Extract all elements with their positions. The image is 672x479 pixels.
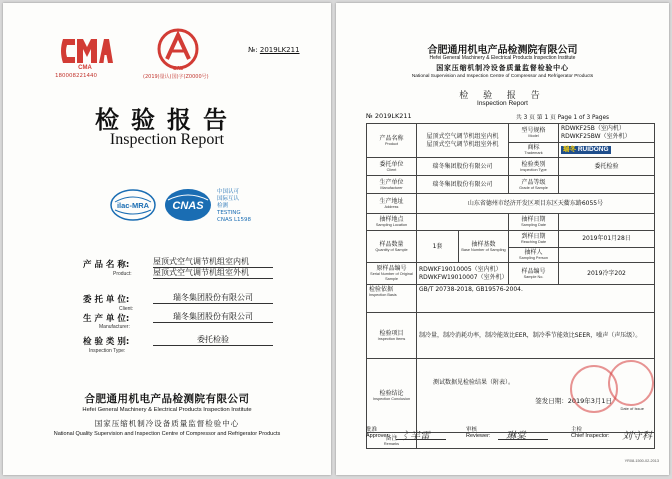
items-label-en: Inspection Items <box>377 336 406 341</box>
model-label: 型号规格 <box>521 127 546 134</box>
table-row <box>367 313 655 359</box>
manufacturer-value: 瑞冬集团股份有限公司 <box>153 311 273 323</box>
trademark-label-en: Trademark <box>524 151 543 155</box>
product-label-en: Product: <box>113 271 132 277</box>
product-line: 屋顶式空气调节机组室内机 <box>426 132 499 140</box>
sampler-value <box>559 248 655 263</box>
chief-signature: 刘守科 <box>622 431 652 442</box>
cnas-line: 国际互认 <box>217 196 240 202</box>
base-label-en: Base Number of Sampling <box>461 247 506 252</box>
trademark-label: 商标 <box>527 144 540 151</box>
report-number-label: №: <box>248 46 258 54</box>
serial-line: RDWKFW19010007（室外机） <box>419 273 508 281</box>
serial-value-cell <box>417 263 509 285</box>
basis-value: GB/T 20738-2018, GB19576-2004. <box>417 285 655 313</box>
sample-no-label-cell <box>509 263 559 285</box>
inspection-type-value: 委托检验 <box>153 334 273 346</box>
inspection-type-label-en: Inspection Type: <box>89 348 126 354</box>
cal-logo <box>153 27 203 71</box>
reach-value: 2019年01月28日 <box>559 231 655 248</box>
cnas-text <box>217 189 251 224</box>
product-label-cell <box>367 124 417 158</box>
cnas-line: 中国认可 <box>217 189 240 195</box>
conclusion-label: 检验结论 <box>379 389 404 397</box>
reviewer-zh: 审核 <box>466 427 478 433</box>
institute-name-en: Hefei General Machinery & Electrical Products Inspection Institute <box>429 55 576 61</box>
manufacturer-value: 瑞冬集团股份有限公司 <box>417 176 509 194</box>
items-label: 检验项目 <box>379 329 404 337</box>
conclusion-label-cell <box>367 359 417 433</box>
ilac-mark-text: ilac-MRA <box>116 201 150 210</box>
mfr-label-en: Manufacturer <box>380 185 403 190</box>
reviewer-signature: 琳棠 <box>506 431 526 442</box>
cnas-line: TESTING <box>217 210 241 216</box>
table-row <box>367 124 655 143</box>
issue-date-value: 2019年3月1日 <box>567 396 613 405</box>
report-number: № 2019LK211 <box>366 112 412 120</box>
inspection-seal <box>608 360 654 406</box>
report-number <box>248 46 300 54</box>
serial-label: 原样品编号 <box>376 265 407 272</box>
product-label: 产品名称 <box>379 134 404 142</box>
manufacturer-label: 生 产 单 位: <box>83 314 130 324</box>
trademark-label-cell <box>509 143 559 158</box>
cma-number: 180008221440 <box>55 73 97 79</box>
cover-page <box>3 3 331 475</box>
basis-label-cell <box>367 285 417 313</box>
chief-label: Chief Inspector: <box>571 433 610 439</box>
inspection-type-label: 检 验 类 别: <box>83 337 130 347</box>
institute-name-en: Hefei General Machinery & Electrical Products Inspection Institute <box>82 407 252 413</box>
model-line: RDWKF25B（室内机） <box>561 125 625 132</box>
cma-mark-text: CMA <box>78 65 92 71</box>
remarks-label-en: Remarks <box>383 441 400 446</box>
cal-mark-text: CAL <box>172 66 184 71</box>
sample-no-value: 2019冷字202 <box>559 263 655 285</box>
detail-page <box>336 3 669 475</box>
location-value <box>417 214 509 231</box>
serial-label-cell <box>367 263 417 285</box>
sample-no-label-en: Sample No. <box>523 274 544 279</box>
reach-label-cell <box>509 231 559 248</box>
approver-line <box>396 439 446 440</box>
cnas-line: 检测 <box>217 203 229 209</box>
grade-label-en: Grade of Sample <box>519 185 548 190</box>
mfr-label: 生产单位 <box>379 178 404 186</box>
grade-value <box>559 176 655 194</box>
grade-label: 产品等级 <box>521 178 546 186</box>
model-label-en: Model <box>528 134 539 138</box>
qty-label: 样品数量 <box>379 240 404 248</box>
client-label-en: Client: <box>119 306 134 312</box>
sampling-date-value <box>559 214 655 231</box>
qty-label-cell <box>367 231 417 263</box>
product-line: 屋顶式空气调节机组室外机 <box>426 140 499 148</box>
serial-label-en: Serial Number of Original Sample <box>370 272 413 281</box>
grade-label-cell <box>509 176 559 194</box>
insp-type-label: 检验类别 <box>521 160 546 168</box>
issue-date-en: Date of Issue <box>620 405 645 411</box>
manufacturer-label-cell <box>367 176 417 194</box>
client-label-cell <box>367 158 417 176</box>
client-value: 瑞冬集团股份有限公司 <box>417 158 509 176</box>
approver-signature: ⌇半雷 <box>400 431 430 442</box>
chief-zh: 主检 <box>571 427 583 433</box>
location-label-cell <box>367 214 417 231</box>
client-label: 委托单位 <box>379 160 404 168</box>
sampler-label: 抽样人 <box>524 249 543 256</box>
reach-label-en: Reaching Date <box>520 240 547 244</box>
items-label-cell <box>367 313 417 359</box>
issue-label: 签发日期： <box>535 396 568 405</box>
address-label-en: Address <box>384 204 399 209</box>
model-line: RDWKF25BW（室外机） <box>561 133 631 140</box>
trademark-value-cell <box>559 143 655 158</box>
table-row <box>367 214 655 231</box>
qty-value: 1套 <box>417 231 459 263</box>
sample-no-label: 样品编号 <box>521 267 546 275</box>
reviewer-line <box>498 439 548 440</box>
product-name-line-2: 屋顶式空气调节机组室外机 <box>153 267 273 279</box>
page-count: 共 3 页 第 1 页 Page 1 of 3 Pages <box>516 115 610 121</box>
items-value: 制冷量，制冷消耗功率，制冷能效比EER，制冷季节能效比SEER，噪声（声压级）。 <box>417 313 655 359</box>
base-label-cell <box>459 231 509 263</box>
table-row <box>367 194 655 214</box>
product-name-line-1: 屋顶式空气调节机组室内机 <box>153 256 273 268</box>
remarks-label: 备注 <box>385 434 398 442</box>
serial-line: RDWKF19010005（室内机） <box>419 265 502 273</box>
client-label-en: Client <box>386 167 397 172</box>
table-row <box>367 176 655 194</box>
address-value: 山东省德州市经济开发区项目东区天衢东路6055号 <box>417 194 655 214</box>
table-row <box>367 158 655 176</box>
insp-type-label-en: Inspection Type <box>520 167 547 172</box>
product-label-en: Product <box>384 141 399 146</box>
center-name: 国家压缩机制冷设备质量监督检验中心 <box>436 64 569 72</box>
report-title: 检 验 报 告 <box>459 91 546 101</box>
address-label: 生产地址 <box>379 197 404 205</box>
page-title-en: Inspection Report <box>109 131 225 148</box>
address-label-cell <box>367 194 417 214</box>
center-name: 国家压缩机制冷设备质量监督检验中心 <box>94 419 240 428</box>
location-label-en: Sampling Location <box>375 223 408 227</box>
client-label: 委 托 单 位: <box>83 295 130 305</box>
sampling-date-label-en: Sampling Date <box>521 223 546 227</box>
table-row <box>367 231 655 248</box>
manufacturer-label-en: Manufacturer: <box>99 324 130 330</box>
qty-label-en: Quantity of Sample <box>375 247 408 252</box>
reviewer-label: Reviewer: <box>466 433 491 439</box>
reach-label: 到样日期 <box>521 233 546 240</box>
location-label: 抽样地点 <box>379 216 404 223</box>
table-row <box>367 263 655 285</box>
table-row <box>367 285 655 313</box>
sampling-date-label-cell <box>509 214 559 231</box>
report-title-en: Inspection Report <box>477 100 528 107</box>
conclusion-value: 测试数据见检验结果（附表）。 <box>433 378 515 386</box>
center-name-en: National Supervision and Inspection Centre of Compressor and Refrigerator Products <box>411 74 594 79</box>
sampler-label-cell <box>509 248 559 263</box>
cnas-line: CNAS L1598 <box>217 217 252 223</box>
remarks-value <box>417 433 655 449</box>
cnas-logo <box>164 188 212 222</box>
product-label: 产 品 名 称: <box>83 260 130 270</box>
model-label-cell <box>509 124 559 143</box>
ilac-mra-logo <box>109 188 157 222</box>
product-value-cell <box>417 124 509 158</box>
basis-label-en: Inspection Basis <box>369 293 397 297</box>
basis-label: 检验依据 <box>369 286 394 293</box>
cma-logo <box>57 31 113 71</box>
approver-zh: 批准 <box>366 427 378 433</box>
center-name-en: National Quality Supervision and Inspection Centre of Compressor and Refrigerator Products <box>53 431 281 437</box>
institute-name: 合肥通用机电产品检测院有限公司 <box>84 393 250 405</box>
approver-label: Approver: <box>366 433 390 439</box>
institute-name: 合肥通用机电产品检测院有限公司 <box>427 45 578 56</box>
inspection-type-label-cell <box>509 158 559 176</box>
cal-number: (2019)量认(国)字(Z0000号) <box>143 74 209 80</box>
report-number-value: 2019LK211 <box>259 46 300 54</box>
sampling-date-label: 抽样日期 <box>521 216 546 223</box>
inspection-type-value: 委托检验 <box>559 158 655 176</box>
page-title: 检验报告 <box>95 106 239 134</box>
model-value-cell <box>559 124 655 143</box>
sampler-label-en: Sampling Person <box>519 256 548 260</box>
conclusion-label-en: Inspection Conclusion <box>372 396 411 401</box>
ruidong-logo: 瑞冬 RUIDONG <box>563 146 609 153</box>
base-label: 抽样基数 <box>471 240 496 248</box>
cnas-mark-text: CNAS <box>172 200 204 212</box>
client-value: 瑞冬集团股份有限公司 <box>153 292 273 304</box>
form-code: YR08-1500-02-2013 <box>624 459 659 463</box>
